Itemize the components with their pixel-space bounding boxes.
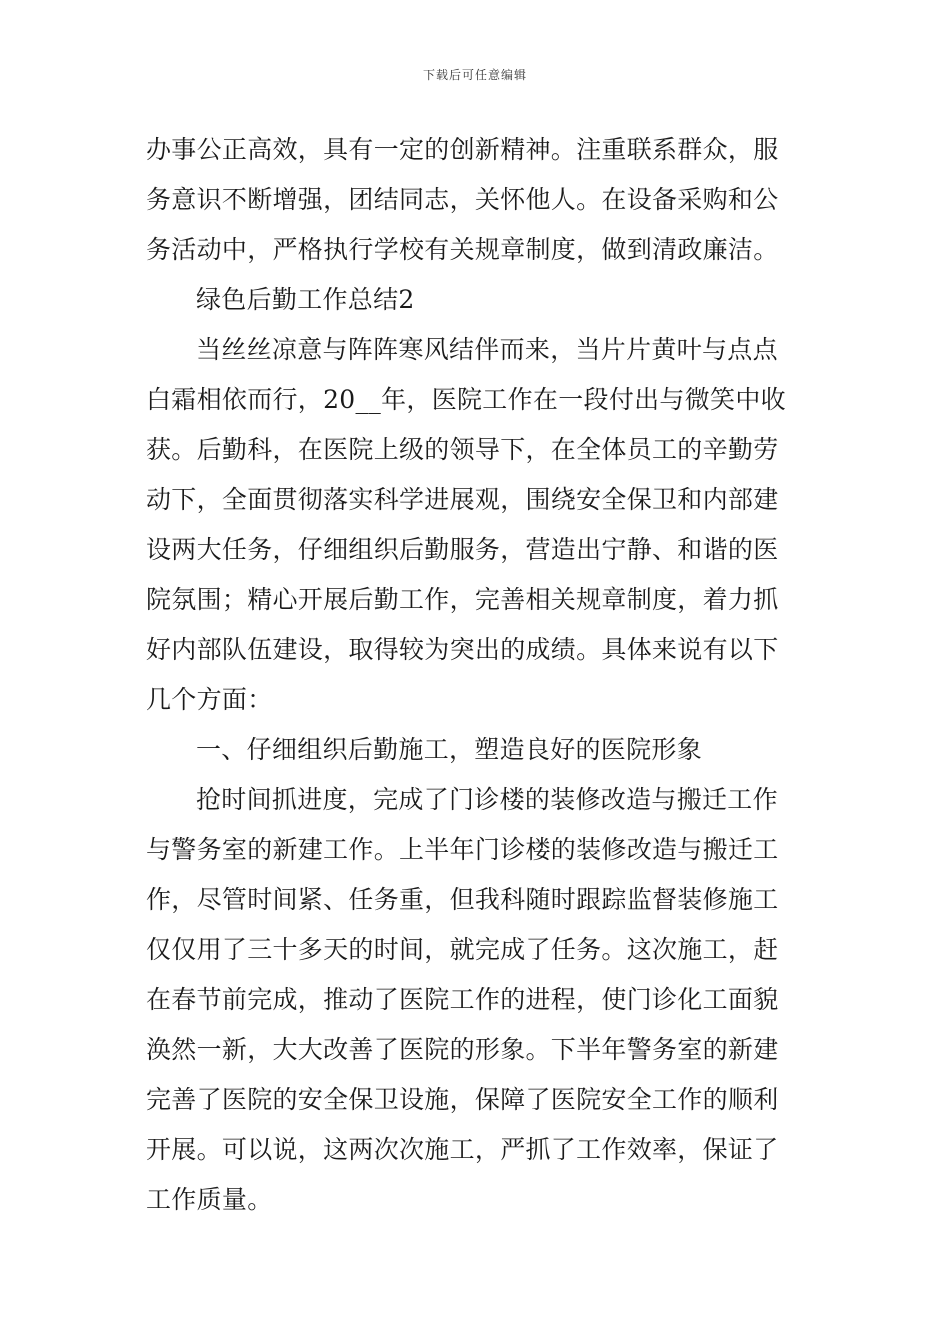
paragraph-line: 好内部队伍建设，取得较为突出的成绩。具体来说有以下: [146, 635, 779, 664]
paragraph-line: 在春节前完成，推动了医院工作的进程，使门诊化工面貌: [146, 985, 779, 1014]
paragraph-line: 办事公正高效，具有一定的创新精神。注重联系群众，服: [146, 135, 779, 164]
paragraph-line: 务活动中，严格执行学校有关规章制度，做到清政廉洁。: [146, 235, 779, 264]
paragraph-line: 抢时间抓进度，完成了门诊楼的装修改造与搬迁工作: [196, 785, 778, 814]
paragraph-line: 院氛围；精心开展后勤工作，完善相关规章制度，着力抓: [146, 585, 779, 614]
paragraph-line: 与警务室的新建工作。上半年门诊楼的装修改造与搬迁工: [146, 835, 779, 864]
paragraph-line: 工作质量。: [146, 1185, 273, 1214]
header-note: 下载后可任意编辑: [422, 68, 527, 82]
paragraph-line: 完善了医院的安全保卫设施，保障了医院安全工作的顺利: [146, 1085, 779, 1114]
paragraph-line: 白霜相依而行，20__年，医院工作在一段付出与微笑中收: [146, 385, 786, 414]
paragraph-line: 当丝丝凉意与阵阵寒风结伴而来，当片片黄叶与点点: [196, 335, 778, 364]
paragraph-line: 开展。可以说，这两次次施工，严抓了工作效率，保证了: [146, 1135, 779, 1164]
paragraph-line: 仅仅用了三十多天的时间，就完成了任务。这次施工，赶: [146, 935, 779, 964]
paragraph-line: 动下，全面贯彻落实科学进展观，围绕安全保卫和内部建: [146, 485, 779, 514]
paragraph-line: 设两大任务，仔细组织后勤服务，营造出宁静、和谐的医: [146, 535, 779, 564]
section-heading: 绿色后勤工作总结2: [196, 285, 415, 314]
paragraph-line: 获。后勤科，在医院上级的领导下，在全体员工的辛勤劳: [146, 435, 779, 464]
paragraph-line: 务意识不断增强，团结同志，关怀他人。在设备采购和公: [146, 185, 779, 214]
paragraph-line: 作，尽管时间紧、任务重，但我科随时跟踪监督装修施工: [146, 885, 779, 914]
section-heading: 一、仔细组织后勤施工，塑造良好的医院形象: [196, 735, 703, 764]
paragraph-line: 涣然一新，大大改善了医院的形象。下半年警务室的新建: [146, 1035, 779, 1064]
paragraph-line: 几个方面：: [146, 685, 273, 714]
